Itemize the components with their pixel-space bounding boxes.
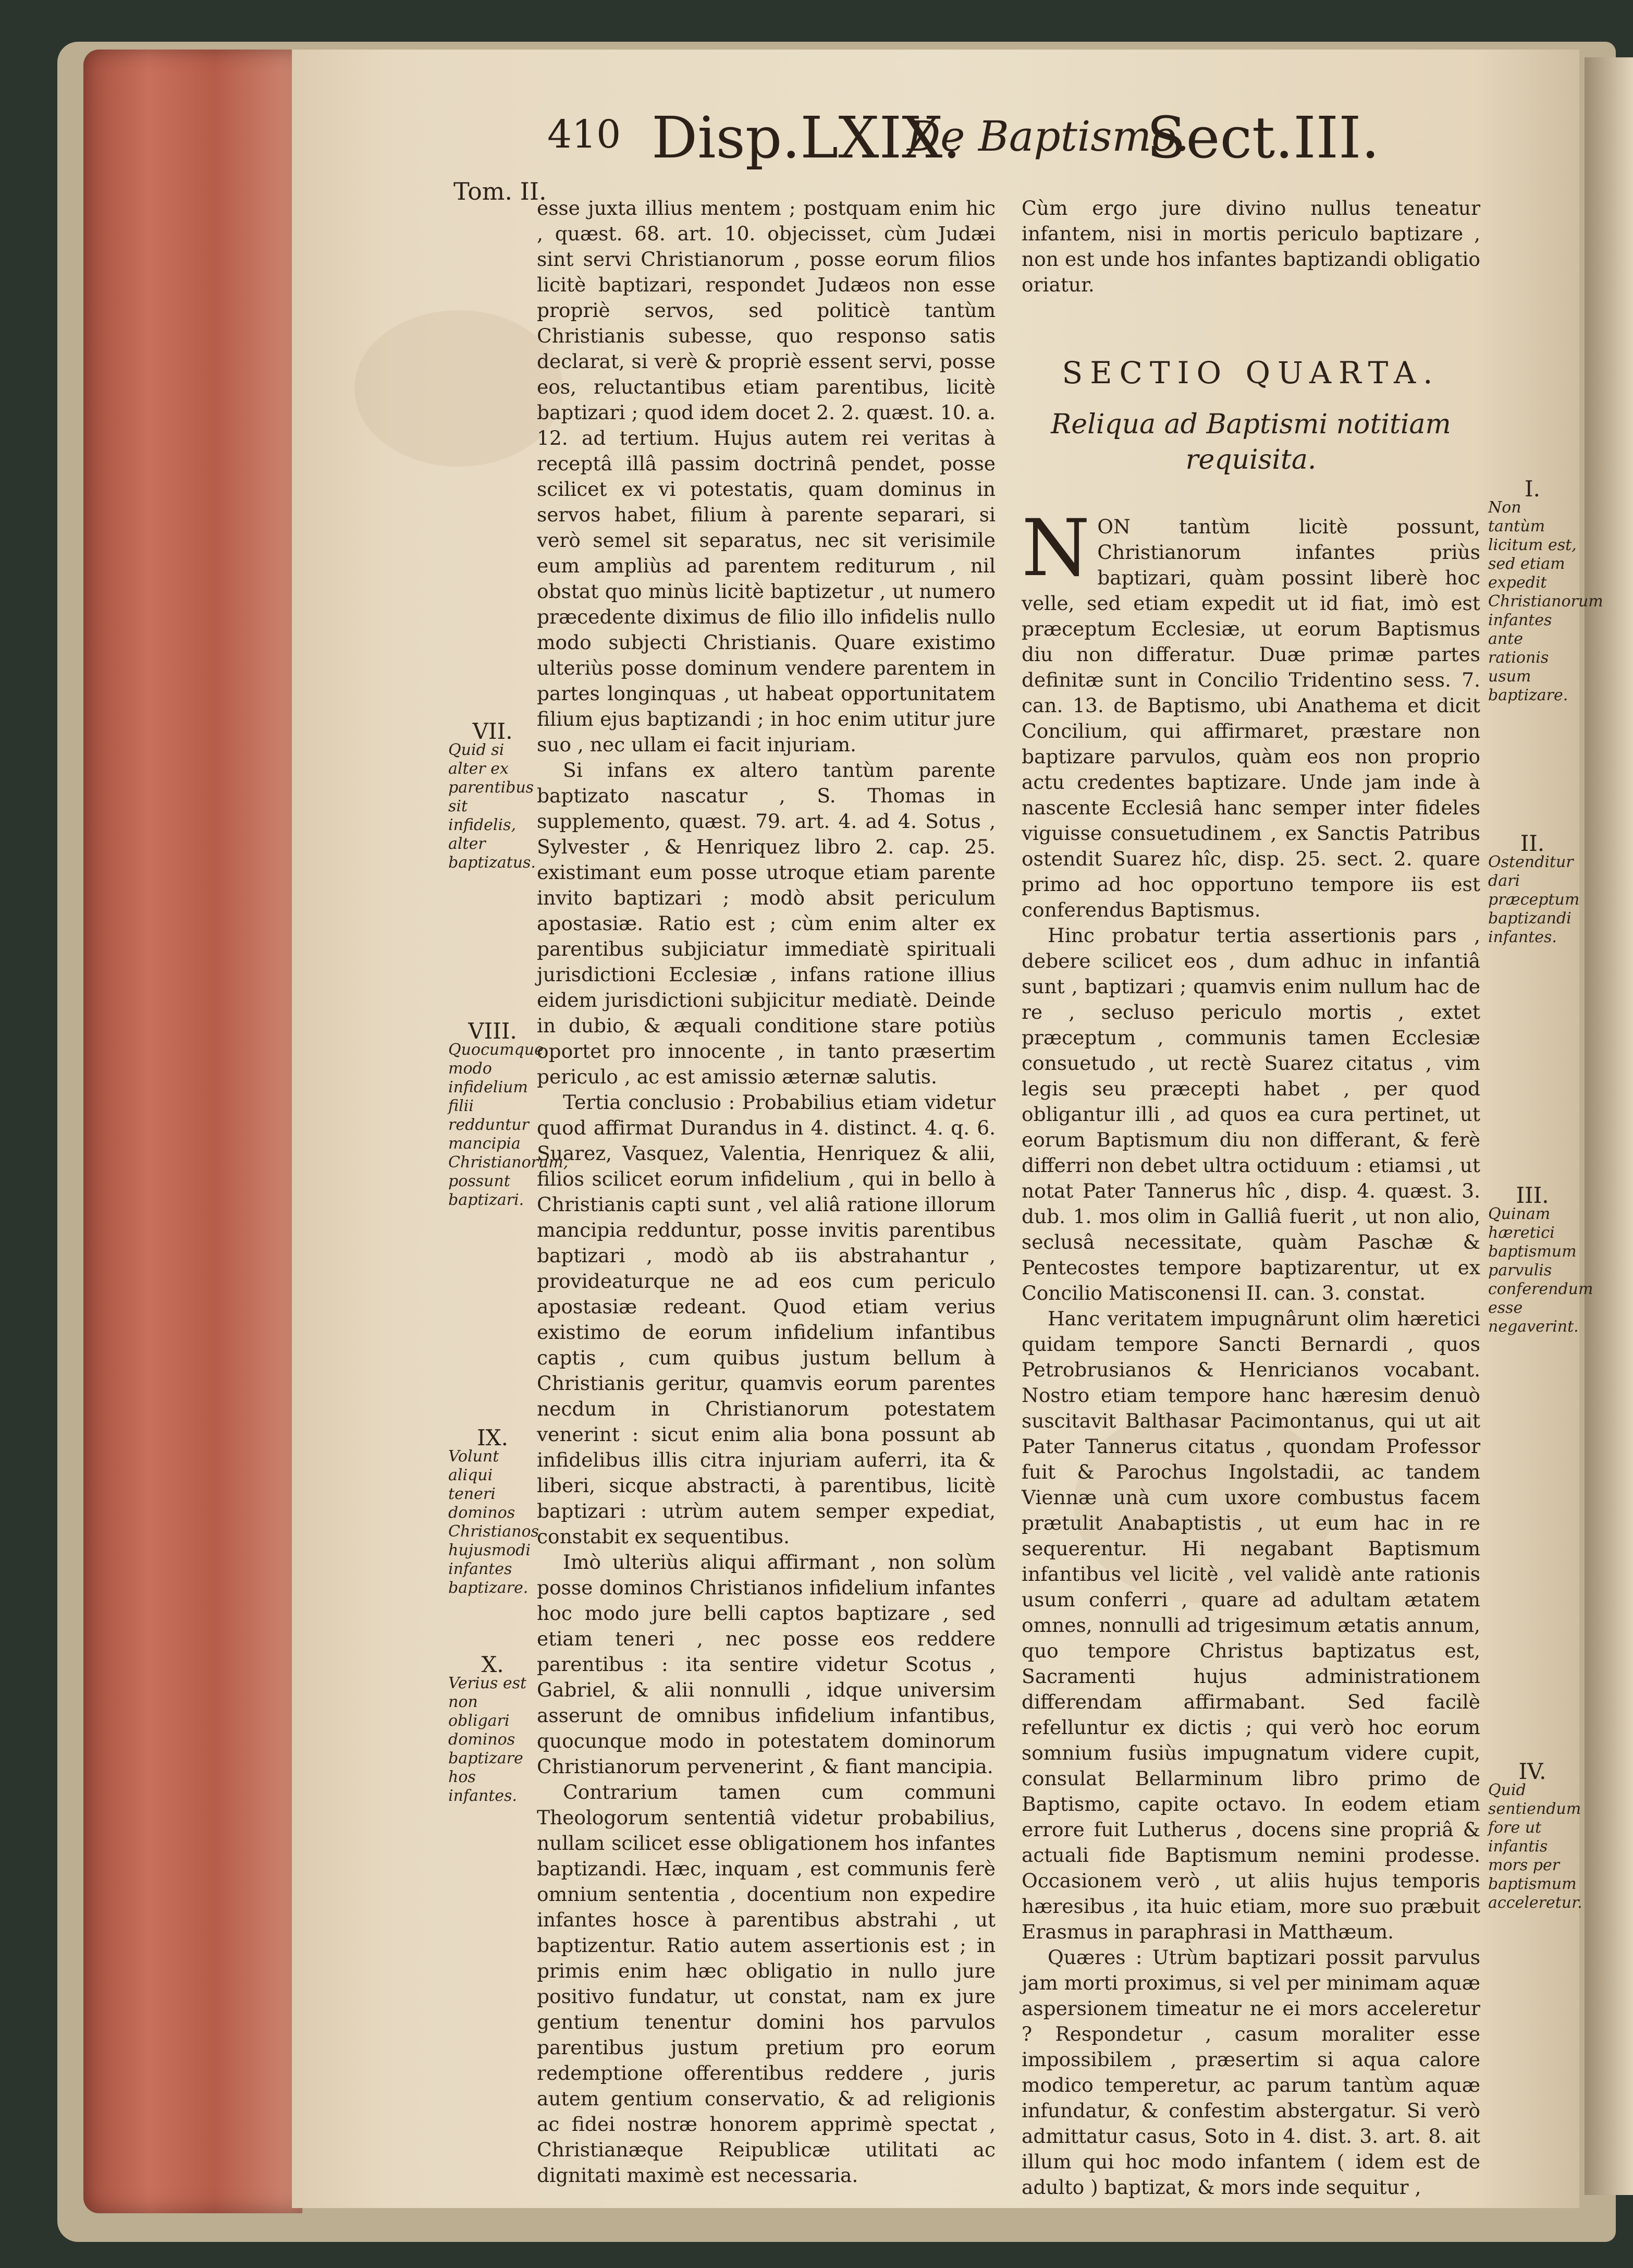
paragraph-text: ON tantùm licitè possunt, Christianorum infantes priùs baptizari, quàm possint liberè hoc velle, sed etiam expedit ut id fiat, imò est præceptum Ecclesiæ, ut eorum Baptismus diu non differatur. Duæ primæ partes definitæ sunt in Concilio Tridentino sess. 7. can. 13. de Baptismo, ubi Anathema et dicit Concilium, qui affirmaret, præstare non baptizare parvulos, quàm eos non proprio actu credentes baptizare. Unde jam inde à nascente Ecclesiâ hanc semper inter fideles viguisse consuetudinem , ex Sanctis Patribus ostendit Suarez hîc, disp. 25. sect. 2. quare primo ad hoc opportuno tempore iis est conferendus Baptismus. — [1022, 515, 1480, 921]
section-subtitle: Reliqua ad Baptismi notitiam requisita. — [1051, 409, 1451, 475]
running-header — [547, 104, 1433, 190]
page-number: 410 — [547, 112, 621, 157]
margin-note-vii — [448, 718, 537, 872]
margin-note-iii — [1488, 1182, 1593, 1336]
margin-note-text: Quid sentiendum fore ut infantis mors per baptismum acceleretur. — [1488, 1781, 1582, 1912]
margin-note-iv — [1488, 1759, 1582, 1912]
margin-note-ii — [1488, 831, 1580, 947]
left-text-column — [537, 196, 996, 2187]
margin-note-i — [1488, 476, 1603, 705]
section-title: Sect.III. — [1147, 104, 1380, 171]
margin-note-text: Quid si alter ex parentibus sit infidelis, alter baptizatus. — [448, 741, 536, 872]
paragraph: Hinc probatur tertia assertionis pars , debere scilicet eos , dum adhuc in infantiâ sunt , baptizari ; quamvis enim nullum hac de re , secluso periculo mortis , extet præceptum , communis tamen Ecclesiæ consuetudo , ut rectè Suarez citatus , vim legis seu præcepti habet , per quod obligantur illi , ad quos ea cura pertinet, ut eorum Baptismum diu non differant, & ferè differri non debet ultra octiduum : etiamsi , ut notat Pater Tannerus hîc , disp. 4. quæst. 3. dub. 1. mos olim in Galliâ fuerit , ut non alio, seclusâ necessitate, quàm Paschæ & Pentecostes tempore baptizarentur, ut ex Concilio Matisconensi II. can. 3. constat. — [1022, 924, 1480, 1304]
tome-label: Tom. II. — [453, 177, 547, 205]
paragraph: Quæres : Utrùm baptizari possit parvulus jam morti proximus, si vel per minimam aquæ aspersionem timeatur ne ei mors acceleretur ? Respondetur , casum moraliter esse impossibilem , præsertim si aqua calore modico temperetur, ac parum tantùm aquæ infundatur, & confestim abstergatur. Si verò admittatur casus, Soto in 4. dist. 3. art. 8. ait illum qui hoc modo infantem ( idem est de adulto ) baptizat, & mors inde sequitur , — [1022, 1946, 1480, 2199]
paragraph: Tertia conclusio : Probabilius etiam videtur quod affirmat Durandus in 4. distinct. 4. q. 6. Suarez, Vasquez, Valentia, Henriquez & alii, filios scilicet eorum infidelium , qui in bello à Christianis capti sunt , vel aliâ ratione illorum mancipia redduntur, posse invitis parentibus baptizari , modò ab iis abstrahantur , provideaturque ne ad eos cum periculo apostasiæ redeant. Quod etiam verius existimo de eorum infidelium infantibus captis , cum quibus justum bellum à Christianis geritur, quamvis eorum parentes necdum in Christianorum potestatem venerint : sicut enim alia bona possunt ab infidelibus illis citra injuriam auferri, ita & liberi, sicque abstracti, à parentibus, licitè baptizari : utrùm autem semper expediat, constabit ex sequentibus. — [537, 1091, 996, 1548]
margin-note-number: X. — [481, 1652, 504, 1677]
paragraph: Si infans ex altero tantùm parente baptizato nascatur , S. Thomas in supplemento, quæst. 79. art. 4. ad 4. Sotus , Sylvester , & Henriquez libro 2. cap. 25. existimant eum posse utroque etiam parente invito baptizari ; modò absit periculum apostasiæ. Ratio est ; cùm enim alter ex parentibus subjiciatur immediatè spirituali jurisdictioni Ecclesiæ , infans ratione illius eidem jurisdictioni subjicitur mediatè. Deinde in dubio, & æquali conditione stare potiùs oportet pro innocente , in tanto præsertim periculo , ac est amissio æternæ salutis. — [537, 759, 996, 1088]
disputation-title: Disp.LXIX. — [652, 104, 961, 171]
margin-note-ix — [448, 1425, 539, 1598]
paragraph: Contrarium tamen cum communi Theologorum sententiâ videtur probabilius, nullam scilicet esse obligationem hos infantes baptizandi. Hæc, inquam , est communis ferè omnium sententia , docentium non expedire infantes hosce à parentibus abstrahi , ut baptizentur. Ratio autem assertionis est ; in primis enim hæc obligatio in nullo jure positivo fundatur, ut constat, nam ex jure gentium tenentur domini hos parvulos parentibus justum pretium pro eorum redemptione offerentibus reddere , juris autem gentium conservatio, & ad religionis ac fidei nostræ honorem apprimè spectat , Christianæque Reipublicæ utilitati ac dignitati maximè est necessaria. — [537, 1781, 996, 2187]
paragraph: Cùm ergo jure divino nullus teneatur infantem, nisi in mortis periculo baptizare , non est unde hos infantes baptizandi obligatio oriatur. — [1022, 197, 1480, 296]
facing-page-edge — [1585, 57, 1633, 2195]
margin-note-number: VIII. — [468, 1018, 517, 1044]
margin-note-number: IX. — [477, 1425, 508, 1450]
paragraph: Imò ulteriùs aliqui affirmant , non solùm posse dominos Christianos infidelium infantes hoc modo jure belli captos baptizare , sed etiam teneri , nec posse eos reddere parentibus : ita sentire videtur Scotus , Gabriel, & alii nonnulli , idque universim asserunt de omnibus infidelium infantibus, quocunque modo in potestatem dominorum Christianorum pervenerint , & fiant mancipia. — [537, 1551, 996, 1778]
margin-note-text: Quocumque modo infidelium filii redduntur mancipia Christianorum, possunt baptizari. — [448, 1041, 569, 1209]
margin-note-text: Quinam hæretici baptismum parvulis conferendum esse negaverint. — [1488, 1205, 1593, 1336]
margin-note-number: IV. — [1518, 1759, 1546, 1784]
margin-note-number: I. — [1525, 476, 1540, 502]
drop-cap: N — [1022, 503, 1090, 594]
paragraph: esse juxta illius mentem ; postquam enim hic , quæst. 68. art. 10. objecisset, cùm Judæi sint servi Christianorum , posse eorum filios licitè baptizari, respondet Judæos non esse propriè servos, sed politicè tantùm Christianis subesse, quo responso satis declarat, si verè & propriè essent servi, posse eos, reluctantibus etiam parentibus, licitè baptizari ; quod idem docet 2. 2. quæst. 10. a. 12. ad tertium. Hujus autem rei veritas à receptâ illâ passim doctrinâ pendet, posse scilicet ex vi potestatis, quam dominus in servos habet, filium à parente separari, si verò semel sit separatus, nec sit verisimile eum ampliùs ad parentem rediturum , nil obstat quo minùs licitè baptizetur , ut numero præcedente diximus de filio illo infidelis nullo modo subjecti Christianis. Quare existimo ulteriùs posse dominum vendere parentem in partes longinquas , ut habeat opportunitatem filium ejus baptizandi ; in hoc enim utitur jure suo , nec ullam ei facit injuriam. — [537, 197, 996, 756]
margin-note-text: Verius est non obligari dominos baptizare hos infantes. — [448, 1674, 527, 1805]
page-fore-edge — [83, 50, 302, 2213]
margin-note-text: Volunt aliqui teneri dominos Christianos hujusmodi infantes baptizare. — [448, 1447, 539, 1597]
margin-note-number: VII. — [472, 718, 513, 744]
right-text-column — [1022, 196, 1480, 2199]
margin-note-viii — [448, 1018, 569, 1210]
margin-note-number: II. — [1520, 831, 1545, 856]
paragraph: Hanc veritatem impugnârunt olim hæretici quidam tempore Sancti Bernardi , quos Petrobrusianos & Henricianos vocabant. Nostro etiam tempore hanc hæresim denuò suscitavit Balthasar Pacimontanus, qui ut ait Pater Tannerus citatus , quondam Professor fuit & Parochus Ingolstadii, ac tandem Viennæ unà cum uxore combustus facem prætulit Anabaptistis , ut eum hac in re sequerentur. Hi negabant Baptismum infantibus vel licitè , vel validè ante rationis usum conferri , quare ad adultam ætatem omnes, nonnulli ad trigesimum ætatis annum, quo tempore Christus baptizatus est, Sacramenti hujus administrationem differendam affirmabant. Sed facilè refelluntur ex dictis ; qui verò hoc eorum somnium fusiùs impugnatum videre cupit, consulat Bellarminum libro primo de Baptismo, capite octavo. In eodem etiam errore fuit Lutherus , docens sine propriâ & actuali fide Baptismum nemini prodesse. Occasionem verò , ut aliis hujus temporis hæresibus , ita huic etiam, more suo præbuit Erasmus in paraphrasi in Matthæum. — [1022, 1307, 1480, 1943]
margin-note-number: III. — [1516, 1182, 1549, 1208]
margin-note-text: Ostenditur dari præceptum baptizandi infantes. — [1488, 853, 1580, 946]
paragraph — [1022, 503, 1480, 923]
margin-note-x — [448, 1652, 537, 1806]
subject-title: De Baptismo. — [907, 112, 1189, 161]
margin-note-text: Non tantùm licitum est, sed etiam expedit Christianorum infantes ante rationis usum baptizare. — [1488, 498, 1603, 704]
section-heading: SECTIO QUARTA. — [1062, 355, 1440, 391]
paper-stain — [354, 310, 563, 467]
